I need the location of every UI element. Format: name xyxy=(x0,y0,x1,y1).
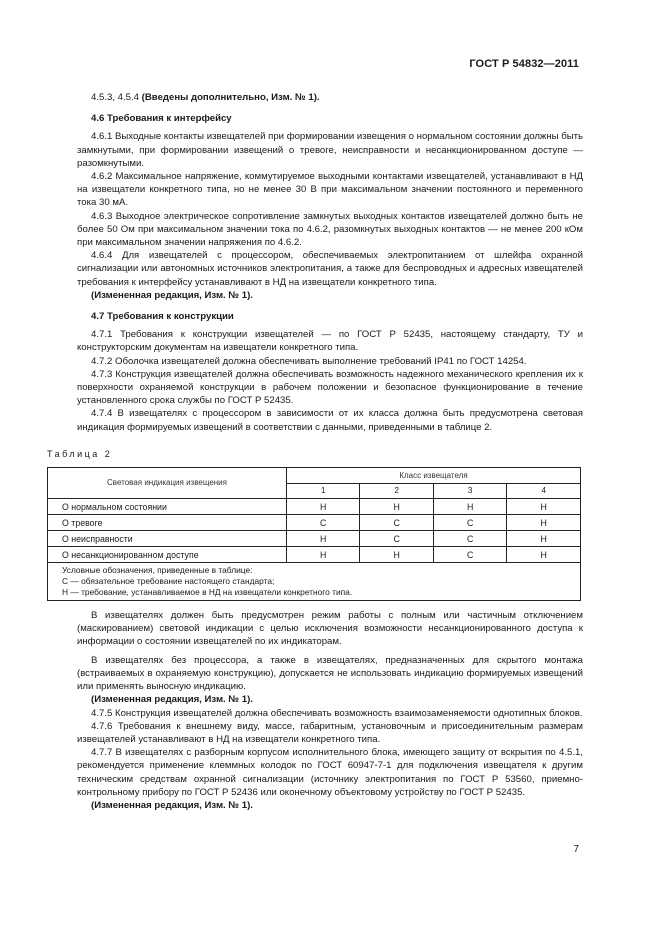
page-number: 7 xyxy=(573,844,579,855)
table-cell: С xyxy=(433,547,506,563)
section-4-6-title: 4.6 Требования к интерфейсу xyxy=(91,113,232,125)
table-class-header: 2 xyxy=(360,484,433,499)
table-note-line: Н — требование, устанавливаемое в НД на извещатели конкретного типа. xyxy=(62,587,353,598)
table-cell: Н xyxy=(507,499,581,515)
paragraph-4-7-7: 4.7.7 В извещателях с разборным корпусом исполнительного блока, имеющего защиту от вскрытия по 4.5.1, рекомендуется применение клеммных колодок по ГОСТ 60947-7-1 для подключения извещателя к другим техническим средствам охранной сигнализации (источнику электропитания по ГОСТ Р 53560, приемно-контрольному прибору по ГОСТ Р 52436 или оконечному объектовому устройству по ГОСТ Р 52435. xyxy=(77,747,583,798)
table-col-header: Световая индикация извещения xyxy=(48,468,287,499)
amendment-note-2: (Измененная редакция, Изм. № 1). xyxy=(91,694,253,706)
table-cell: Н xyxy=(507,515,581,531)
document-id-header: ГОСТ Р 54832—2011 xyxy=(469,58,579,70)
table-row xyxy=(48,547,581,563)
table-row xyxy=(48,531,581,547)
amendment-note-1: (Измененная редакция, Изм. № 1). xyxy=(91,289,253,301)
paragraph-4-5-3 xyxy=(77,91,583,104)
paragraph-4-7-4: 4.7.4 В извещателях с процессором в зависимости от их класса должна быть предусмотрена световая индикация формируемых извещений в соответствии с данными, приведенными в таблице 2. xyxy=(77,408,583,433)
indication-table xyxy=(47,467,581,601)
table-cell: Н xyxy=(287,499,360,515)
table-cell: Н xyxy=(360,547,433,563)
table-cell: Н xyxy=(507,531,581,547)
page-content xyxy=(47,91,583,812)
table-row-label: О тревоге xyxy=(48,515,287,531)
table-row-label: О нормальном состоянии xyxy=(48,499,287,515)
table-row xyxy=(48,499,581,515)
paragraph-4-7-2: 4.7.2 Оболочка извещателей должна обеспечивать выполнение требований IP41 по ГОСТ 14254. xyxy=(91,355,527,367)
table-row-label: О несанкционированном доступе xyxy=(48,547,287,563)
paragraph-4-5-3-number: 4.5.3, 4.5.4 xyxy=(91,92,142,103)
table-cell: Н xyxy=(507,547,581,563)
table-cell: Н xyxy=(360,499,433,515)
paragraph-4-6-2: 4.6.2 Максимальное напряжение, коммутируемое выходными контактами извещателей, устанавливают в НД на извещатели конкретного типа, но не менее 30 В при максимальном значении постоянного и переменного тока 30 мА. xyxy=(77,171,583,209)
paragraph-no-processor: В извещателях без процессора, а также в извещателях, предназначенных для скрытого монтажа (встраиваемых в охраняемую конструкцию), допускается не использовать индикацию формируемых извещений или применять выносную индикацию. xyxy=(77,654,583,693)
table-row-label: О неисправности xyxy=(48,531,287,547)
section-4-7-title: 4.7 Требования к конструкции xyxy=(91,311,234,323)
table-class-header: 4 xyxy=(507,484,581,499)
table-cell: С xyxy=(433,515,506,531)
paragraph-4-7-6: 4.7.6 Требования к внешнему виду, массе, габаритным, установочным и присоединительным размерам извещателей устанавливают в НД на извещатели конкретного типа. xyxy=(77,720,583,745)
table-caption: Таблица 2 xyxy=(47,448,113,459)
table-cell: С xyxy=(433,531,506,547)
paragraph-masking: В извещателях должен быть предусмотрен режим работы с полным или частичным отключением (маскированием) световой индикации с целью исключения возможности несанкционированного доступа к информации о состоянии извещателей по их индикаторам. xyxy=(77,610,583,648)
table-notes-row xyxy=(48,563,581,601)
paragraph-4-6-4: 4.6.4 Для извещателей с процессором, обеспечиваемых электропитанием от шлейфа охранной сигнализации или автономных источников электропитания, а также для беспроводных и адресных извещателей требования к интерфейсу устанавливают в НД на извещатели конкретного типа. xyxy=(77,250,583,288)
table-cell: Н xyxy=(287,531,360,547)
table-cell: С xyxy=(360,515,433,531)
table-cell: Н xyxy=(433,499,506,515)
table-notes xyxy=(48,563,581,601)
table-cell: Н xyxy=(287,547,360,563)
paragraph-4-6-1: 4.6.1 Выходные контакты извещателей при формировании извещения о нормальном состоянии должны быть замкнутыми, при формировании извещений о тревоге, неисправности и несанкционированном доступе — разомкнутыми. xyxy=(77,131,583,169)
paragraph-4-6-3: 4.6.3 Выходное электрическое сопротивление замкнутых выходных контактов извещателей должно быть не более 50 Ом при максимальном значении тока по 4.6.2, разомкнутых выходных контактов — не менее 200 кОм при максимальном значении напряжения по 4.6.2. xyxy=(77,210,583,249)
paragraph-4-7-3: 4.7.3 Конструкция извещателей должна обеспечивать возможность надежного механического крепления их к поверхности охраняемой конструкции в рабочем положении и безопасное функционирование в течение установленного срока службы по ГОСТ Р 52435. xyxy=(77,368,583,407)
table-class-header: 3 xyxy=(433,484,506,499)
paragraph-4-5-3-note: (Введены дополнительно, Изм. № 1). xyxy=(141,92,320,103)
table-note-line: С — обязательное требование настоящего стандарта; xyxy=(62,576,275,587)
paragraph-4-7-5: 4.7.5 Конструкция извещателей должна обеспечивать возможность взаимозаменяемости однотипных блоков. xyxy=(91,707,583,719)
amendment-note-3: (Измененная редакция, Изм. № 1). xyxy=(91,799,253,811)
table-class-header: 1 xyxy=(287,484,360,499)
table-cell: С xyxy=(287,515,360,531)
paragraph-4-7-1: 4.7.1 Требования к конструкции извещателей — по ГОСТ Р 52435, настоящему стандарту, ТУ и конструкторским документам на извещатели конкретного типа. xyxy=(77,329,583,354)
table-row xyxy=(48,515,581,531)
table-note-line: Условные обозначения, приведенные в таблице: xyxy=(62,565,253,576)
table-cell: С xyxy=(360,531,433,547)
table-group-header: Класс извещателя xyxy=(287,468,581,484)
